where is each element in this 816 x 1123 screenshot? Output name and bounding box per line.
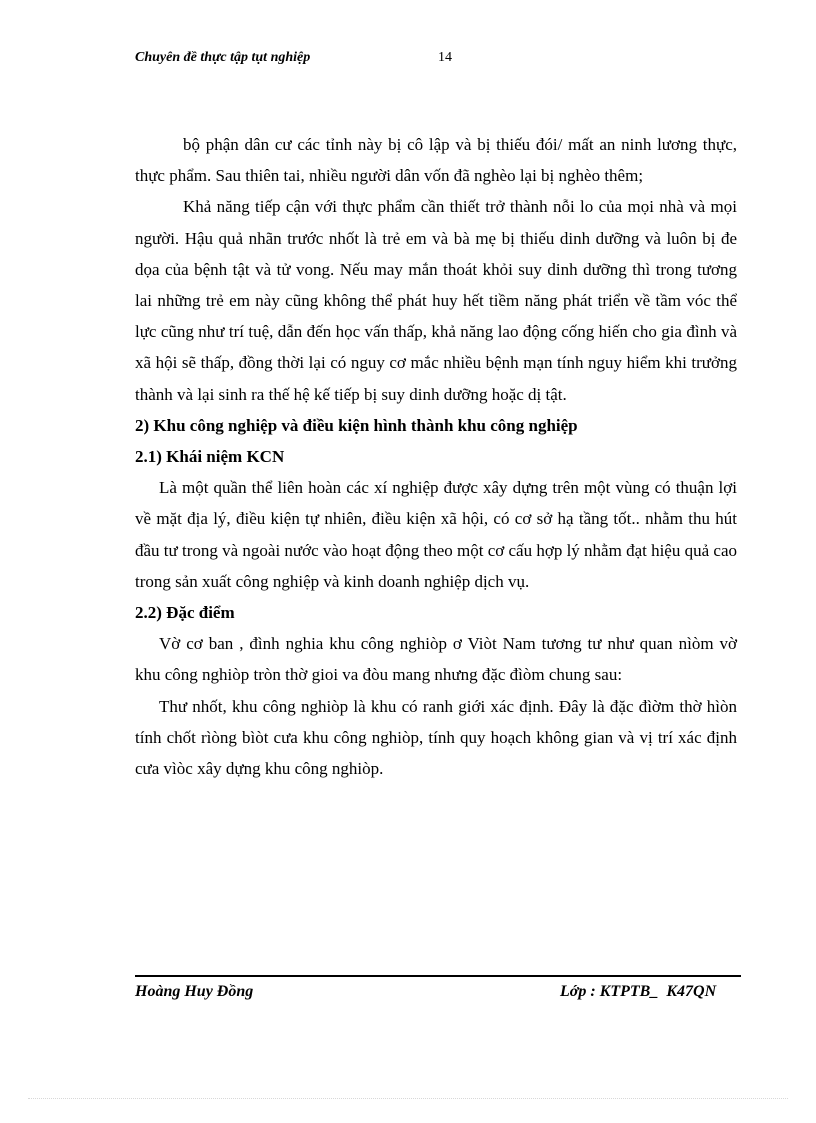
- section-2-1-heading: 2.1) Khái niệm KCN: [135, 447, 285, 467]
- document-title: Chuyên đề thực tập tụt nghiệp: [135, 50, 311, 65]
- paragraph-4: Vờ cơ ban , đình nghia khu công nghiòp ơ Viòt Nam tương tư như quan nìòm vờ khu công nghiòp tròn thờ gioi va đòu mang nhưng đặc đìòm chung sau:: [135, 634, 737, 685]
- page-edge-divider: [28, 1098, 788, 1099]
- section-2-heading: 2) Khu công nghiệp và điều kiện hình thành khu công nghiệp: [135, 415, 578, 435]
- footer-divider: [135, 975, 741, 977]
- paragraph-1: bộ phận dân cư các tỉnh này bị cô lập và bị thiếu đói/ mất an ninh lương thực, thực phẩm. Sau thiên tai, nhiều người dân vốn đã nghèo lại bị nghèo thêm;: [135, 135, 737, 186]
- page-header: [135, 50, 745, 70]
- page-number: 14: [438, 50, 452, 65]
- author-name: Hoàng Huy Đồng: [135, 983, 254, 1000]
- paragraph-2: Khả năng tiếp cận với thực phẩm cần thiết trở thành nỗi lo của mọi nhà và mọi người. Hậu quả nhãn trước nhốt là trẻ em và bà mẹ bị thiếu dinh dưỡng và luôn bị đe dọa của bệnh tật và tử vong. Nếu may mắn thoát khỏi suy dinh dưỡng thì trong tương lai những trẻ em này cũng không thể phát huy hết tiềm năng phát triển về tầm vóc thể lực cũng như trí tuệ, dẫn đến học vấn thấp, khả năng lao động cống hiến cho gia đình và xã hội sẽ thấp, đồng thời lại có nguy cơ mắc nhiều bệnh mạn tính nguy hiểm khi trưởng thành và lại sinh ra thế hệ kế tiếp bị suy dinh dưỡng hoặc dị tật.: [135, 197, 737, 404]
- section-2-2-heading: 2.2) Đặc điểm: [135, 603, 235, 623]
- document-body: [135, 129, 737, 784]
- paragraph-3: Là một quần thể liên hoàn các xí nghiệp được xây dựng trên một vùng có thuận lợi về mặt địa lý, điều kiện tự nhiên, điều kiện xã hội, có cơ sở hạ tầng tốt.. nhằm thu hút đầu tư trong và ngoài nước vào hoạt động theo một cơ cấu hợp lý nhằm đạt hiệu quả cao trong sản xuất công nghiệp và kinh doanh nghiệp dịch vụ.: [135, 478, 737, 591]
- paragraph-5: Thư nhốt, khu công nghiòp là khu có ranh giới xác định. Đây là đặc đìờm thờ hìòn tính chốt rìòng bìòt cưa khu công nghiòp, tính quy hoạch không gian và vị trí xác định cưa vìòc xây dựng khu công nghiòp.: [135, 696, 737, 779]
- class-label: Lớp : KTPTB_ K47QN: [560, 983, 717, 1000]
